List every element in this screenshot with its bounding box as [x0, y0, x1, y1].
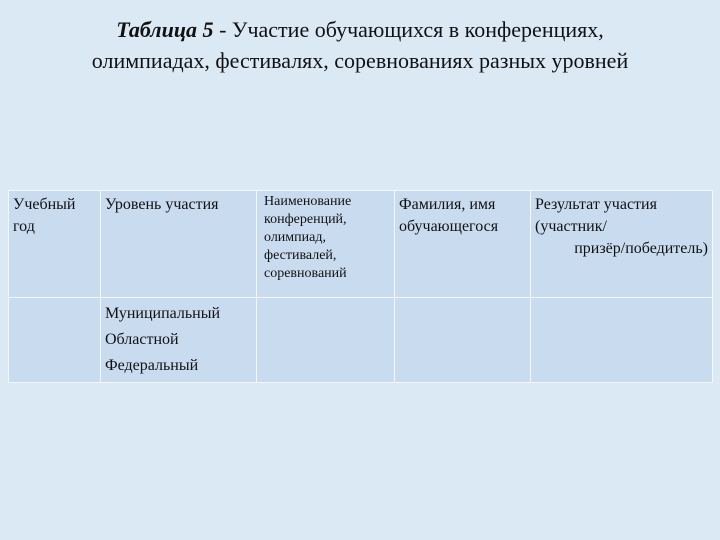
- cell-year: [9, 298, 101, 383]
- level-federal: Федеральный: [105, 357, 199, 374]
- table-label: Таблица 5: [116, 17, 214, 42]
- header-academic-year: Учебный год: [9, 191, 101, 298]
- cell-levels: [101, 298, 257, 383]
- title-line-1-text: Участие обучающихся в конференциях,: [231, 17, 604, 42]
- header-result-line-2: (участник/: [535, 218, 607, 235]
- cell-student-name: [395, 298, 531, 383]
- level-municipal: Муниципальный: [105, 305, 221, 322]
- header-event-name: Наименование конференций, олимпиад, фестивалей, соревнований: [257, 191, 395, 298]
- header-student-name: Фамилия, имя обучающегося: [395, 191, 531, 298]
- level-regional: Областной: [105, 331, 179, 348]
- header-result-line-1: Результат участия: [535, 196, 657, 213]
- header-row: [9, 191, 713, 298]
- header-result-line-3: призёр/победитель): [574, 240, 708, 257]
- cell-event-name: [257, 298, 395, 383]
- participation-table: [8, 190, 713, 383]
- title-line-2: олимпиадах, фестивалях, соревнованиях разных уровней: [91, 48, 629, 73]
- header-result: [531, 191, 713, 298]
- slide-title: [0, 14, 720, 76]
- title-line-1: [0, 14, 720, 45]
- title-separator: -: [213, 17, 232, 42]
- cell-result: [531, 298, 713, 383]
- table-row: [9, 298, 713, 383]
- header-participation-level: Уровень участия: [101, 191, 257, 298]
